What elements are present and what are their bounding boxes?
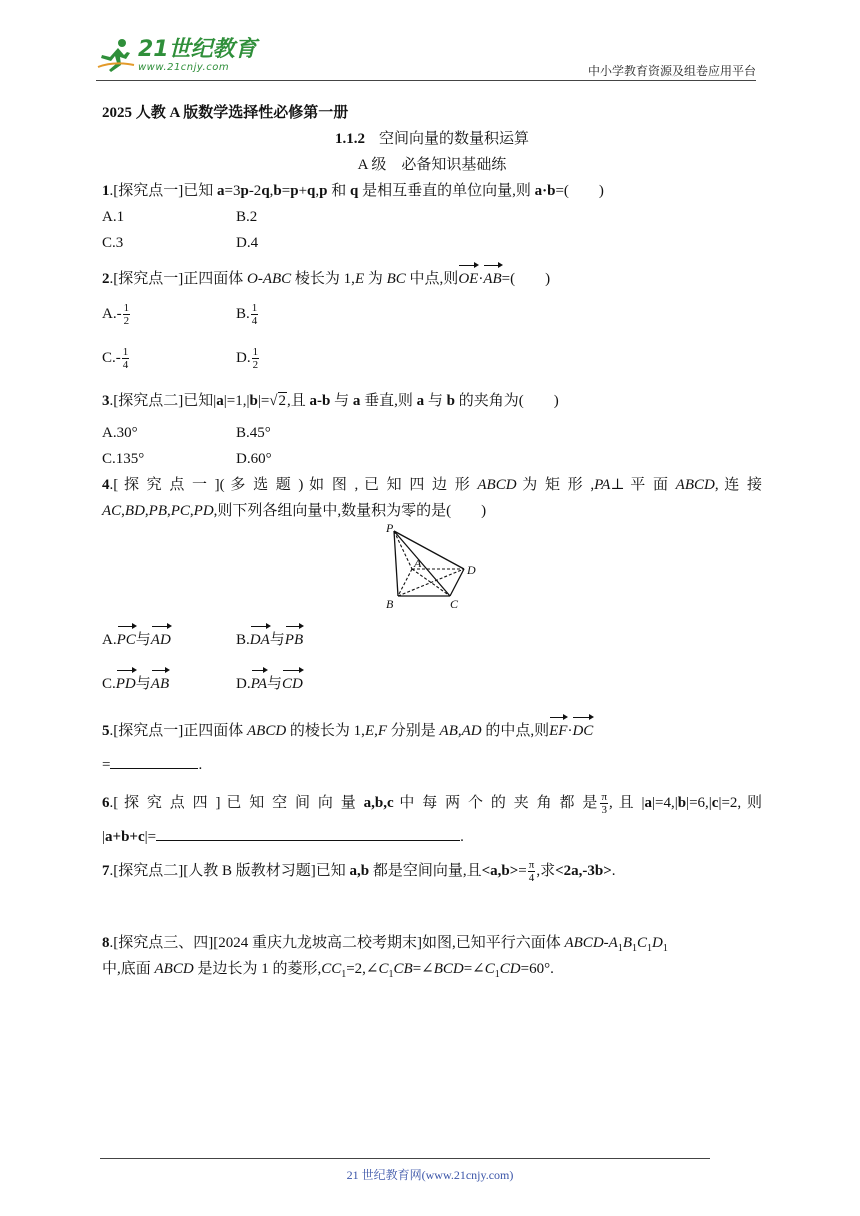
question-3: 3.[探究点二]已知|a|=1,|b|=√2,且 a-b 与 a 垂直,则 a 与 b 的夹角为( ) (102, 388, 762, 414)
q-text: 是边长为 1 的菱形, (193, 961, 322, 977)
question-5-answer-line (102, 752, 762, 778)
q-text: 为 (364, 271, 387, 287)
q-text: 与 (424, 393, 447, 409)
q-text: C (484, 961, 495, 977)
option-d[interactable] (236, 345, 370, 371)
radicand: 2 (278, 393, 287, 409)
q-text: a (217, 183, 225, 199)
q-text: BD (124, 503, 145, 519)
q-text: b (273, 183, 282, 199)
q-text: PC (170, 503, 190, 519)
q-text: 的中点,则 (481, 723, 550, 739)
subscript: 1 (662, 943, 668, 954)
numerator: 1 (252, 346, 259, 359)
q-text: 都是空间向量,且 (369, 863, 482, 879)
question-number: 8 (102, 935, 110, 951)
q-text: 的夹角为( ) (455, 393, 559, 409)
square-root: √2 (269, 393, 287, 409)
q-text: 中 每 两 个 的 夹 角 都 是 (393, 795, 600, 811)
option-a[interactable]: A.30° (102, 425, 138, 441)
q-text: |= (144, 829, 157, 845)
label-p: P (386, 524, 394, 535)
q-text: BCD (433, 961, 464, 977)
label-d: D (467, 563, 476, 577)
options-row (102, 420, 762, 446)
option-label: B. (236, 632, 250, 648)
question-4-line-2 (102, 498, 762, 524)
q-text: b (446, 393, 456, 409)
vector: PD (116, 667, 136, 697)
options-row (102, 446, 762, 472)
q-text: ABCD-A (564, 935, 618, 951)
q-text: PB (148, 503, 167, 519)
option-c[interactable]: C.3 (102, 235, 124, 251)
q-text: · (478, 271, 484, 287)
header-divider (96, 80, 756, 81)
q-text: [探究点一]已知 (113, 183, 217, 199)
document-title: 2025 人教 A 版数学选择性必修第一册 (102, 105, 349, 121)
q-text: a-b (309, 393, 331, 409)
q-text: D (652, 935, 663, 951)
q-text: ABCD (247, 723, 287, 739)
fraction (252, 346, 260, 371)
q-text: BC (386, 271, 406, 287)
answer-blank[interactable] (110, 754, 198, 769)
q-text: + (298, 183, 308, 199)
question-6-answer-line (102, 824, 762, 850)
q-text: 是相互垂直的单位向量,则 (358, 183, 535, 199)
q-text: . (198, 757, 203, 773)
option-b[interactable]: B.45° (236, 425, 271, 441)
option-label: D. (236, 676, 251, 692)
subscript: 1 (388, 969, 394, 980)
fraction (251, 302, 259, 327)
q-text: = (281, 183, 291, 199)
q-text: [ 探 究 点 四 ] 已 知 空 间 向 量 (113, 795, 364, 811)
vector: AB (483, 262, 501, 292)
q-text: 垂直,则 (360, 393, 417, 409)
q-text: |=6,| (686, 795, 712, 811)
numerator: 1 (123, 302, 130, 315)
edge-pd (394, 531, 464, 569)
q-text: 和 (327, 183, 350, 199)
option-a[interactable] (102, 301, 236, 327)
options-row (102, 660, 762, 704)
q-text: <2a,-3b> (555, 863, 612, 879)
q-text: [ 探 究 点 一 ]( 多 选 题 ) 如 图 , 已 知 四 边 形 (113, 477, 478, 493)
denominator: 2 (252, 359, 259, 372)
options-row (102, 336, 762, 380)
question-number: 7 (102, 863, 110, 879)
q-text: 与 (135, 676, 151, 692)
q-text: ,且 (287, 393, 310, 409)
label-b: B (386, 597, 394, 611)
denominator: 4 (122, 359, 129, 372)
numerator: π (601, 791, 608, 804)
option-label: A. (102, 632, 117, 648)
q-text: , (269, 183, 274, 199)
q-text: . (460, 829, 464, 845)
q-text: p (290, 183, 299, 199)
denominator: 3 (601, 804, 608, 817)
q-text: C (636, 935, 647, 951)
option-a[interactable] (102, 623, 236, 653)
vector: DC (572, 714, 593, 744)
option-label: C.- (102, 349, 121, 366)
header-platform-text: 中小学教育资源及组卷应用平台 (587, 64, 756, 78)
fraction (123, 302, 131, 327)
vector: AD (151, 623, 171, 653)
question-8-line-2 (102, 956, 762, 982)
q-text: p (240, 183, 249, 199)
question-2: 2.[探究点一]正四面体 O-ABC 棱长为 1,E 为 BC 中点,则OE·AB=( ) (102, 262, 762, 292)
q-text: =( ) (555, 183, 604, 199)
options-row (102, 230, 762, 256)
logo-main-text: 21世纪教育 (138, 37, 257, 62)
q-text: a (352, 393, 361, 409)
runner-logo-icon (96, 37, 136, 75)
question-number: 1 (102, 183, 110, 199)
q-text: a (644, 795, 652, 811)
vector: AB (151, 667, 169, 697)
option-c[interactable] (102, 667, 236, 697)
question-8 (102, 930, 762, 982)
q-text: | (102, 829, 106, 845)
q-text: 中,底面 (102, 961, 155, 977)
q-text: PD (193, 503, 214, 519)
q-text: , (144, 503, 149, 519)
q-text: = (102, 757, 111, 773)
q-text: a·b (534, 183, 556, 199)
q-text: AD (461, 723, 482, 739)
vector: PC (117, 623, 136, 653)
q-text: 的棱长为 1, (286, 723, 365, 739)
q-text: . (611, 863, 616, 879)
q-text: p (319, 183, 328, 199)
q-text: a (216, 393, 224, 409)
q-text: =3 (224, 183, 241, 199)
q-text: PA (594, 477, 611, 493)
denominator: 4 (251, 315, 258, 328)
q-text: C (378, 961, 389, 977)
q-text: ,求 (536, 863, 556, 879)
q-text: , (189, 503, 194, 519)
q-text: 与 (267, 676, 283, 692)
question-8-line-1: 8.[探究点三、四][2024 重庆九龙坡高二校考期末]如图,已知平行六面体 ABCD-$A_1B_1C_1D_1$ (102, 935, 668, 954)
q-text: =∠ (412, 961, 434, 977)
q-text: a (416, 393, 425, 409)
q-text: <a,b> (481, 863, 519, 879)
q-text: a+b+c (105, 829, 145, 845)
subscript: 1 (617, 943, 623, 954)
denominator: 4 (528, 872, 535, 885)
q-text: |= (257, 393, 270, 409)
q-text: AC (102, 503, 122, 519)
subscript: 1 (631, 943, 637, 954)
subscript: 1 (647, 943, 652, 954)
q-text: [探究点一]正四面体 (113, 723, 247, 739)
numerator: 1 (251, 302, 258, 315)
answer-blank[interactable] (156, 826, 460, 841)
edge-cd (450, 569, 464, 596)
edge-ab (398, 569, 412, 596)
q-text: =( ) (501, 271, 551, 287)
q-text: -2 (248, 183, 262, 199)
options-row (102, 204, 762, 230)
subscript: 1 (494, 969, 500, 980)
pyramid-figure (102, 524, 762, 616)
q-text: E (354, 271, 365, 287)
q-text: |=2, 则 (718, 795, 762, 811)
question-number: 2 (102, 271, 110, 287)
site-logo[interactable] (96, 36, 266, 76)
vector: PA (251, 667, 267, 697)
q-text: O-ABC (247, 271, 292, 287)
edge-pa (394, 531, 412, 569)
q-text: , (374, 723, 378, 739)
question-7: 7.[探究点二][人教 B 版教材习题]已知 a,b 都是空间向量,且<a,b>= $\frac{\pi}{4}$ ,求<2a,-3b>. (102, 859, 616, 885)
q-text: = (518, 863, 527, 879)
footer-link[interactable]: 21 世纪教育网(www.21cnjy.com) (346, 1168, 514, 1182)
question-4-line-1: 4.[ 探 究 点 一 ]( 多 选 题 ) 如 图 , 已 知 四 边 形 ABCD 为 矩 形 ,PA⊥ 平 面 ABCD, 连 接 (102, 477, 762, 493)
q-text: 与 (135, 632, 151, 648)
q-text: |=1,| (223, 393, 250, 409)
q-text: , (121, 503, 125, 519)
option-label: A.- (102, 305, 122, 322)
q-text: B (622, 935, 632, 951)
q-text: =60°. (520, 961, 554, 977)
section-title (102, 126, 762, 152)
q-text: 为 矩 形 , (516, 477, 595, 493)
option-c[interactable] (102, 345, 236, 371)
q-text: CB (393, 961, 413, 977)
q-text: AB (439, 723, 458, 739)
fraction (600, 791, 608, 816)
label-a: A (414, 556, 422, 570)
q-text: ABCD (675, 477, 715, 493)
options-row (102, 616, 762, 660)
option-b[interactable] (236, 623, 370, 653)
q-text: 与 (330, 393, 353, 409)
pyramid-diagram (378, 524, 478, 612)
q-text: ABCD (154, 961, 194, 977)
q-text: a,b,c (363, 795, 394, 811)
q-text: E (364, 723, 375, 739)
q-text: [探究点二]已知| (113, 393, 217, 409)
q-text: CD (499, 961, 521, 977)
option-d[interactable]: D.4 (236, 235, 259, 251)
question-5: 5.[探究点一]正四面体 ABCD 的棱长为 1,E,F 分别是 AB,AD 的中点,则EF·DC (102, 714, 762, 744)
q-text: 与 (269, 632, 285, 648)
label-c: C (450, 597, 459, 611)
q-text: |=4,| (652, 795, 678, 811)
q-text: q (307, 183, 316, 199)
question-number: 5 (102, 723, 110, 739)
q-text: =2,∠ (346, 961, 379, 977)
section-name: 空间向量的数量积运算 (378, 131, 529, 147)
option-d[interactable] (236, 667, 370, 697)
q-text: 中点,则 (405, 271, 459, 287)
q-text: , 连 接 (714, 477, 762, 493)
q-text: ,则下列各组向量中,数量积为零的是( ) (213, 503, 487, 519)
vector: DA (250, 623, 270, 653)
q-text: CC (321, 961, 342, 977)
level-title: A 级 必备知识基础练 (357, 157, 507, 173)
q-text: [探究点二][人教 B 版教材习题]已知 (113, 863, 350, 879)
q-text: =∠ (463, 961, 485, 977)
subscript: 1 (341, 969, 347, 980)
option-d[interactable]: D.60° (236, 451, 272, 467)
fraction (122, 346, 130, 371)
q-text: 分别是 (387, 723, 440, 739)
q-text: · (567, 723, 573, 739)
option-a[interactable]: A.1 (102, 209, 125, 225)
option-label: C. (102, 676, 116, 692)
section-number: 1.1.2 (334, 131, 365, 147)
edge-pb (394, 531, 398, 596)
vector: EF (549, 714, 567, 744)
q-text: 棱长为 1, (291, 271, 355, 287)
q-text: , (315, 183, 320, 199)
numerator: π (528, 859, 535, 872)
q-text: ABCD (477, 477, 517, 493)
logo-url-text: www.21cnjy.com (138, 62, 230, 73)
denominator: 2 (123, 315, 130, 328)
q-text: [探究点一]正四面体 (113, 271, 247, 287)
q-text: [探究点三、四][2024 重庆九龙坡高二校考期末]如图,已知平行六面体 (113, 935, 565, 951)
document-body (102, 100, 762, 982)
vector: PB (285, 623, 303, 653)
option-b[interactable] (236, 301, 370, 327)
q-text: q (349, 183, 359, 199)
options-row (102, 292, 762, 336)
question-1: 1.[探究点一]已知 a=3p-2q,b=p+q,p 和 q 是相互垂直的单位向量,则 a·b=( ) (102, 183, 604, 199)
numerator: 1 (122, 346, 129, 359)
question-4 (102, 472, 762, 524)
option-label: B. (236, 305, 250, 322)
q-text: , 且 | (609, 795, 645, 811)
q-text: a,b (349, 863, 370, 879)
option-c[interactable]: C.135° (102, 451, 145, 467)
footer-divider (100, 1158, 710, 1159)
q-text: F (377, 723, 388, 739)
option-label: D. (236, 349, 251, 366)
question-number: 6 (102, 795, 110, 811)
q-text: b (249, 393, 258, 409)
q-text: q (261, 183, 270, 199)
q-text: b (677, 795, 687, 811)
q-text: c (711, 795, 719, 811)
question-number: 3 (102, 393, 110, 409)
q-text: ⊥ 平 面 (610, 477, 676, 493)
q-text: , (457, 723, 462, 739)
question-6: 6.[ 探 究 点 四 ] 已 知 空 间 向 量 a,b,c 中 每 两 个 的 夹 角 都 是 $\frac{\pi}{3}$ , 且 |a|=4,|b|=6,|c|=2, 则 (102, 791, 762, 817)
q-text: , (167, 503, 171, 519)
vector: OE (458, 262, 478, 292)
option-b[interactable]: B.2 (236, 209, 258, 225)
fraction (528, 859, 536, 884)
vector: CD (282, 667, 303, 697)
question-number: 4 (102, 477, 110, 493)
